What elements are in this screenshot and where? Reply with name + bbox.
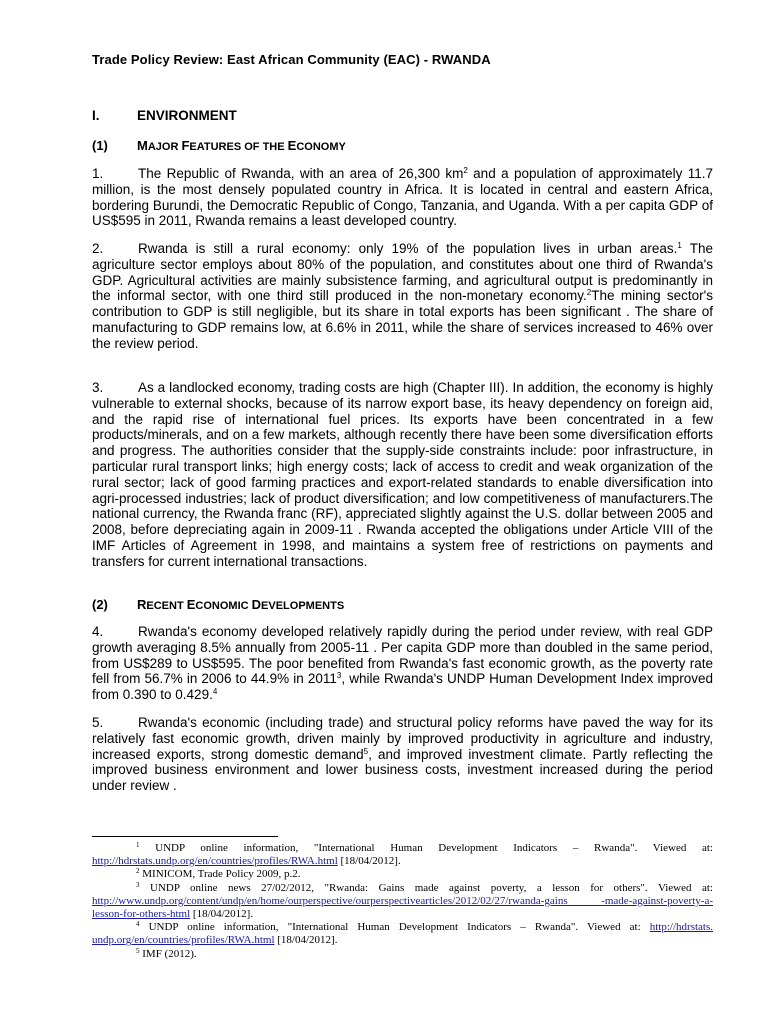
footnote-ref-3[interactable]: 3 xyxy=(336,671,342,681)
subsection-heading-major-features: (1) MAJOR FEATURES OF THE ECONOMY xyxy=(92,138,346,153)
section-title: ENVIRONMENT xyxy=(137,108,237,123)
footnote-3: $^3$ UNDP online news 27/02/2012, "Rwanda: Gains made against poverty, a lesson for others". Viewed at: http://www.undp.org/content/undp/en/home/ourperspective/ourperspectivearticles/2012/02/27/rwanda-gains -made-against-poverty-a-lesson-for-others-html [18/04/2012]. xyxy=(92,880,713,921)
subsection-heading-recent-developments: (2) RECENT ECONOMIC DEVELOPMENTS xyxy=(92,597,345,612)
footnote-1-link[interactable]: http://hdrstats.undp.org/en/countries/profiles/RWA.html xyxy=(92,855,338,868)
footnote-ref-4[interactable]: 4 xyxy=(212,687,218,697)
subsection-number: (2) xyxy=(92,597,108,612)
section-heading xyxy=(92,108,712,123)
paragraph-5: 5. Rwanda's economic (including trade) and structural policy reforms have paved the way for its relatively fast economic growth, driven mainly by improved productivity in agriculture and industry, increased exports, strong domestic demand$^5$, and improved investment climate. Partly reflecting the improved business environment and lower business costs, investment increased during the period under review . xyxy=(92,715,713,794)
footnote-ref-2[interactable]: 2 xyxy=(586,288,592,298)
footnote-ref-5[interactable]: 5 xyxy=(363,746,369,756)
paragraph-1: 1. The Republic of Rwanda, with an area of 26,300 $km^2$ and a population of approximately 11.7 million, is the most densely populated country in Africa. It is located in central and eastern Africa, bordering Burundi, the Democratic Republic of Congo, Tanzania, and Uganda. With a per capita GDP of US$595 in 2011, Rwanda remains a least developed country. xyxy=(92,166,713,229)
footnote-3-link[interactable]: http://www.undp.org/content/undp/en/home/ourperspective/ourperspectivearticles/2012/02/27/rwanda-gains -made-against-poverty-a-lesson-for-others-html xyxy=(92,894,713,921)
footnote-separator xyxy=(92,836,278,837)
footnotes xyxy=(92,842,713,961)
document-title: Trade Policy Review: East African Community (EAC) - RWANDA xyxy=(92,52,491,67)
footnote-1: $^1$ UNDP online information, "International Human Development Indicators – Rwanda". Viewed at: http://hdrstats.undp.org/en/countries/profiles/RWA.html [18/04/2012]. xyxy=(92,841,713,868)
paragraph-2: 2. Rwanda is still a rural economy: only 19% of the population lives in urban areas.$^1$ The agriculture sector employs about 80% of the population, and constitutes about one third of Rwanda's GDP. Agricultural activities are mainly subsistence farming, and agricultural output is predominantly in the informal sector, with one third still produced in the non-monetary economy.$^2$The mining sector's contribution to GDP is still negligible, but its share in total exports has been significant . The share of manufacturing to GDP remains low, at 6.6% in 2011, while the share of services increased to 46% over the review period. xyxy=(92,241,713,351)
footnote-2: $^2$ MINICOM, Trade Policy 2009, p.2. xyxy=(136,867,301,881)
footnote-4-link[interactable]: http://hdrstats. undp.org/en/countries/profiles/RWA.html xyxy=(92,921,713,947)
paragraph-4: 4. Rwanda's economy developed relatively rapidly during the period under review, with real GDP growth averaging 8.5% annually from 2005-11 . Per capita GDP more than doubled in the same period, from US$289 to US$595. The poor benefited from Rwanda's fast economic growth, as the poverty rate fell from 56.7% in 2006 to 44.9% in 2011$^3$, while Rwanda's UNDP Human Development Index improved from 0.390 to 0.429.$^4$ xyxy=(92,624,714,703)
paragraph-3: 3. As a landlocked economy, trading costs are high (Chapter III). In addition, the economy is highly vulnerable to external shocks, because of its narrow export base, its heavy dependency on foreign aid, and the rapid rise of international fuel prices. Its exports have been concentrated in a few products/minerals, and on a few markets, although recently there have been some diversification efforts and progress. The authorities consider that the supply-side constraints include: poor infrastructure, in particular rural transport links; high energy costs; lack of access to credit and weak organization of the rural sector; lack of good farming practices and export-related standards to enable diversification into agri-processed industries; lack of product diversification; and low competitiveness of manufacturers.The national currency, the Rwanda franc (RF), appreciated slightly against the U.S. dollar between 2005 and 2008, before depreciating again in 2009-11 . Rwanda accepted the obligations under Article VIII of the IMF Articles of Agreement in 1998, and maintains a system free of restrictions on payments and transfers for current international transactions. xyxy=(92,380,713,569)
footnote-4: $^4$ UNDP online information, "International Human Development Indicators – Rwanda". Viewed at: http://hdrstats. undp.org/en/countries/profiles/RWA.html [18/04/2012]. xyxy=(92,920,713,947)
footnote-5: $^5$ IMF (2012). xyxy=(136,946,197,960)
subsection-number: (1) xyxy=(92,138,108,153)
footnote-ref-1[interactable]: 1 xyxy=(677,241,682,250)
section-number: I. xyxy=(92,108,100,123)
